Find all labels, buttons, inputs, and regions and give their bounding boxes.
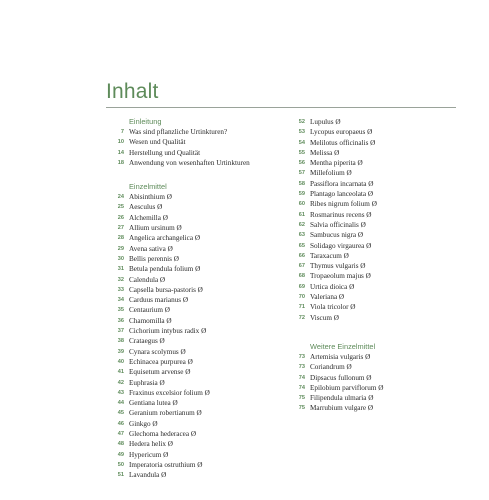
toc-entry[interactable] bbox=[285, 189, 465, 199]
toc-entry[interactable] bbox=[104, 419, 284, 429]
page-number: 51 bbox=[117, 472, 124, 479]
toc-entry[interactable] bbox=[104, 254, 284, 264]
toc-entry[interactable] bbox=[285, 282, 465, 292]
toc-entry[interactable] bbox=[104, 148, 284, 158]
page-number: 35 bbox=[117, 307, 124, 314]
entry-title: Fraxinus excelsior folium Ø bbox=[129, 388, 210, 397]
entry-title: Glechoma hederacea Ø bbox=[129, 430, 197, 439]
page-number: 75 bbox=[298, 395, 305, 402]
entry-title: Capsella bursa-pastoris Ø bbox=[129, 285, 203, 294]
toc-entry[interactable] bbox=[104, 192, 284, 202]
entry-title: Lavandula Ø bbox=[129, 471, 167, 480]
toc-entry[interactable] bbox=[285, 271, 465, 281]
page-number: 37 bbox=[117, 328, 124, 335]
toc-entry[interactable] bbox=[104, 137, 284, 147]
entry-title: Geranium robertianum Ø bbox=[129, 409, 202, 418]
entry-title: Plantago lanceolata Ø bbox=[310, 190, 374, 199]
page-number: 56 bbox=[298, 160, 305, 167]
entry-title: Hypericum Ø bbox=[129, 450, 169, 459]
entry-title: Imperatoria ostruthium Ø bbox=[129, 460, 203, 469]
entry-title: Valeriana Ø bbox=[310, 293, 345, 302]
toc-entry[interactable] bbox=[285, 403, 465, 413]
entry-title: Filipendula ulmaria Ø bbox=[310, 394, 374, 403]
toc-entry[interactable] bbox=[104, 213, 284, 223]
toc-entry[interactable] bbox=[104, 295, 284, 305]
entry-title: Urtica dioica Ø bbox=[310, 282, 355, 291]
page-number: 41 bbox=[117, 369, 124, 376]
page-number: 45 bbox=[117, 410, 124, 417]
page-number: 36 bbox=[117, 317, 124, 324]
toc-entry[interactable] bbox=[104, 336, 284, 346]
page-number: 68 bbox=[298, 273, 305, 280]
toc-column-right bbox=[285, 117, 465, 414]
entry-title: Sambucus nigra Ø bbox=[310, 231, 364, 240]
page-number: 73 bbox=[298, 364, 305, 371]
entry-title: Tropaeolum majus Ø bbox=[310, 272, 371, 281]
page-number: 10 bbox=[117, 139, 124, 146]
entry-title: Wesen und Qualität bbox=[129, 138, 186, 147]
entry-title: Avena sativa Ø bbox=[129, 244, 173, 253]
toc-entry[interactable] bbox=[285, 117, 465, 127]
page-number: 61 bbox=[298, 211, 305, 218]
entry-title: Abisinthium Ø bbox=[129, 193, 172, 202]
page-number: 28 bbox=[117, 235, 124, 242]
section-heading: Einleitung bbox=[129, 117, 162, 126]
toc-entry[interactable] bbox=[285, 199, 465, 209]
entry-title: Cichorium intybus radix Ø bbox=[129, 327, 207, 336]
page-number: 26 bbox=[117, 214, 124, 221]
entry-title: Bellis perennis Ø bbox=[129, 254, 179, 263]
page-number: 73 bbox=[298, 353, 305, 360]
toc-entry[interactable] bbox=[104, 367, 284, 377]
entry-title: Thymus vulgaris Ø bbox=[310, 262, 366, 271]
toc-entry[interactable] bbox=[285, 261, 465, 271]
toc-column-left bbox=[104, 117, 284, 481]
page-number: 42 bbox=[117, 379, 124, 386]
page-number: 65 bbox=[298, 242, 305, 249]
page-number: 33 bbox=[117, 286, 124, 293]
toc-entry[interactable] bbox=[104, 388, 284, 398]
entry-title: Mentha piperita Ø bbox=[310, 159, 363, 168]
toc-entry[interactable] bbox=[285, 138, 465, 148]
page-title: Inhalt bbox=[106, 80, 159, 103]
toc-entry[interactable] bbox=[104, 347, 284, 357]
page-number: 62 bbox=[298, 221, 305, 228]
page-number: 44 bbox=[117, 400, 124, 407]
entry-title: Gentiana lutea Ø bbox=[129, 399, 178, 408]
entry-title: Aesculus Ø bbox=[129, 203, 163, 212]
entry-title: Herstellung und Qualität bbox=[129, 148, 201, 157]
toc-entry[interactable] bbox=[285, 292, 465, 302]
entry-title: Marrubium vulgare Ø bbox=[310, 404, 374, 413]
toc-entry[interactable] bbox=[104, 127, 284, 137]
toc-entry[interactable] bbox=[285, 158, 465, 168]
page-number: 67 bbox=[298, 263, 305, 270]
entry-title: Passiflora incarnata Ø bbox=[310, 179, 374, 188]
toc-entry[interactable] bbox=[104, 316, 284, 326]
entry-title: Crataegus Ø bbox=[129, 337, 165, 346]
page-number: 50 bbox=[117, 461, 124, 468]
toc-entry[interactable] bbox=[285, 168, 465, 178]
toc-entry[interactable] bbox=[285, 251, 465, 261]
toc-entry[interactable] bbox=[104, 357, 284, 367]
page-number: 69 bbox=[298, 283, 305, 290]
page-number: 7 bbox=[120, 129, 124, 135]
page-number: 57 bbox=[298, 170, 305, 177]
page-number: 14 bbox=[117, 149, 124, 156]
toc-entry[interactable] bbox=[104, 460, 284, 470]
entry-title: Epilobium parviflorum Ø bbox=[310, 383, 384, 392]
toc-entry[interactable] bbox=[285, 393, 465, 403]
page-number: 55 bbox=[298, 149, 305, 156]
page-number: 24 bbox=[117, 194, 124, 201]
page-number: 48 bbox=[117, 441, 124, 448]
entry-title: Chamomilla Ø bbox=[129, 316, 172, 325]
toc-entry[interactable] bbox=[104, 264, 284, 274]
toc-entry[interactable] bbox=[104, 158, 284, 168]
toc-entry[interactable] bbox=[104, 305, 284, 315]
page-number: 59 bbox=[298, 191, 305, 198]
toc-entry[interactable] bbox=[285, 148, 465, 158]
toc-entry[interactable] bbox=[285, 383, 465, 393]
toc-entry[interactable] bbox=[104, 223, 284, 233]
section-heading: Weitere Einzelmittel bbox=[310, 341, 376, 351]
entry-title: Ginkgo Ø bbox=[129, 419, 158, 428]
page-number: 75 bbox=[298, 405, 305, 412]
entry-title: Euphrasia Ø bbox=[129, 378, 165, 387]
entry-title: Taraxacum Ø bbox=[310, 251, 349, 260]
entry-title: Cynara scolymus Ø bbox=[129, 347, 186, 356]
page-number: 53 bbox=[298, 129, 305, 136]
entry-title: Rosmarinus recens Ø bbox=[310, 210, 372, 219]
toc-entry[interactable] bbox=[285, 179, 465, 189]
toc-entry[interactable] bbox=[285, 241, 465, 251]
title-divider bbox=[106, 107, 456, 108]
entry-title: Coriandrum Ø bbox=[310, 363, 352, 372]
page-number: 25 bbox=[117, 204, 124, 211]
toc-entry[interactable] bbox=[104, 244, 284, 254]
page-number: 34 bbox=[117, 297, 124, 304]
page-number: 49 bbox=[117, 451, 124, 458]
page-number: 70 bbox=[298, 294, 305, 301]
page-number: 74 bbox=[298, 374, 305, 381]
entry-title: Carduus marianus Ø bbox=[129, 296, 189, 305]
toc-entry[interactable] bbox=[285, 230, 465, 240]
toc-entry[interactable] bbox=[285, 210, 465, 220]
entry-title: Calendula Ø bbox=[129, 275, 166, 284]
section-gap bbox=[104, 168, 284, 182]
page-number: 43 bbox=[117, 389, 124, 396]
page-number: 58 bbox=[298, 180, 305, 187]
toc-entry[interactable] bbox=[285, 362, 465, 372]
toc-entry[interactable] bbox=[104, 398, 284, 408]
entry-title: Salvia officinalis Ø bbox=[310, 220, 366, 229]
page-number: 39 bbox=[117, 348, 124, 355]
entry-title: Solidago virgaurea Ø bbox=[310, 241, 372, 250]
page-number: 18 bbox=[117, 159, 124, 166]
toc-entry[interactable] bbox=[285, 352, 465, 362]
page-number: 31 bbox=[117, 266, 124, 273]
entry-title: Anwendung von wesenhaften Urtinkturen bbox=[129, 158, 250, 167]
entry-title: Echinacea purpurea Ø bbox=[129, 357, 193, 366]
toc-entry[interactable] bbox=[104, 470, 284, 480]
entry-title: Melissa Ø bbox=[310, 148, 340, 157]
toc-entry[interactable] bbox=[104, 233, 284, 243]
toc-entry[interactable] bbox=[104, 275, 284, 285]
entry-title: Lycopus europaeus Ø bbox=[310, 128, 373, 137]
page-number: 72 bbox=[298, 314, 305, 321]
toc-entry[interactable] bbox=[104, 408, 284, 418]
entry-title: Allium ursinum Ø bbox=[129, 224, 182, 233]
entry-title: Alchemilla Ø bbox=[129, 213, 168, 222]
toc-entry[interactable] bbox=[104, 429, 284, 439]
toc-entry[interactable] bbox=[104, 450, 284, 460]
page-number: 63 bbox=[298, 232, 305, 239]
page-number: 32 bbox=[117, 276, 124, 283]
entry-title: Ribes nigrum folium Ø bbox=[310, 200, 377, 209]
toc-entry[interactable] bbox=[104, 439, 284, 449]
toc-entry[interactable] bbox=[285, 220, 465, 230]
entry-title: Equisetum arvense Ø bbox=[129, 368, 191, 377]
page-number: 66 bbox=[298, 252, 305, 259]
entry-title: Melilotus officinalis Ø bbox=[310, 138, 376, 147]
page-number: 60 bbox=[298, 201, 305, 208]
entry-title: Lupulus Ø bbox=[310, 118, 341, 126]
toc-entry[interactable] bbox=[104, 326, 284, 336]
toc-entry[interactable] bbox=[285, 373, 465, 383]
page-number: 27 bbox=[117, 225, 124, 232]
entry-title: Angelica archangelica Ø bbox=[129, 234, 201, 243]
toc-entry[interactable] bbox=[104, 285, 284, 295]
page-number: 52 bbox=[298, 119, 305, 125]
page-number: 54 bbox=[298, 139, 305, 146]
page-number: 74 bbox=[298, 384, 305, 391]
page-number: 29 bbox=[117, 245, 124, 252]
toc-entry[interactable] bbox=[104, 378, 284, 388]
toc-entry[interactable] bbox=[285, 313, 465, 323]
toc-entry[interactable] bbox=[285, 127, 465, 137]
page-number: 40 bbox=[117, 358, 124, 365]
toc-entry[interactable] bbox=[104, 202, 284, 212]
section-heading: Einzelmittel bbox=[129, 182, 167, 192]
entry-title: Viola tricolor Ø bbox=[310, 303, 356, 312]
page-number: 47 bbox=[117, 431, 124, 438]
entry-title: Centaurium Ø bbox=[129, 306, 170, 315]
page-number: 71 bbox=[298, 304, 305, 311]
entry-title: Was sind pflanzliche Urtinkturen? bbox=[129, 128, 228, 136]
entry-title: Hedera helix Ø bbox=[129, 440, 173, 449]
toc-entry[interactable] bbox=[285, 302, 465, 312]
entry-title: Millefolium Ø bbox=[310, 169, 352, 178]
entry-title: Dipsacus fullonum Ø bbox=[310, 373, 372, 382]
page-number: 38 bbox=[117, 338, 124, 345]
page-number: 46 bbox=[117, 420, 124, 427]
entry-title: Viscum Ø bbox=[310, 313, 339, 322]
page-number: 30 bbox=[117, 255, 124, 262]
entry-title: Artemisia vulgaris Ø bbox=[310, 352, 371, 361]
entry-title: Betula pendula folium Ø bbox=[129, 265, 201, 274]
section-gap bbox=[285, 323, 465, 342]
